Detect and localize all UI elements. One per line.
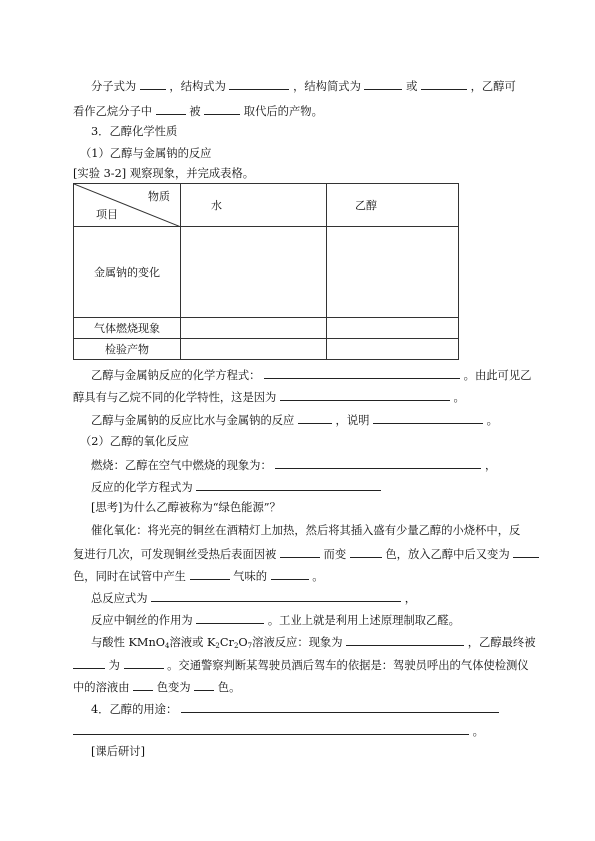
corner-top-label: 物质 [148, 190, 170, 203]
sodium-equation-blank[interactable] [264, 367, 460, 379]
text: 反应中铜丝的作用为 [91, 614, 193, 627]
text: O [238, 636, 248, 649]
text: 色，放入乙醇中后又变为 [385, 548, 510, 561]
think-question: [思考]为什么乙醇被称为“绿色能源”？ [91, 501, 281, 514]
cell-water-product[interactable] [181, 339, 327, 360]
text: 被 [189, 105, 201, 118]
row-label-sodium-change: 金属钠的变化 [74, 227, 181, 318]
uses-blank-1[interactable] [181, 701, 499, 713]
burning-line [91, 457, 496, 473]
text: 乙醇与金属钠反应的化学方程式： [91, 369, 261, 382]
burning-phenomenon-blank[interactable] [275, 457, 481, 469]
header-ethanol: 乙醇 [327, 184, 459, 227]
uses-line-2 [73, 723, 484, 739]
text: 中的溶液由 [73, 681, 130, 694]
catalytic-line-2 [73, 546, 539, 562]
cell-ethanol-sodium[interactable] [327, 227, 459, 318]
total-reaction-blank[interactable] [151, 590, 401, 602]
catalytic-line-1: 催化氧化：将光亮的铜丝在酒精灯上加热，然后将其插入盛有少量乙醇的小烧杯中，反 [91, 524, 521, 537]
reason-blank[interactable] [280, 389, 450, 401]
text: 色。 [217, 681, 241, 694]
molecular-formula-blank[interactable] [140, 78, 166, 90]
text: 或 [406, 80, 418, 93]
formula-line-2 [73, 103, 323, 119]
text: ，说明 [335, 414, 370, 427]
text: 。工业上就是利用上述原理制取乙醛。 [267, 614, 460, 627]
text: 溶液反应：现象为 [252, 636, 343, 649]
color-from-blank[interactable] [133, 679, 153, 691]
subscript: 2 [233, 642, 239, 650]
text: 气味的 [233, 570, 268, 583]
replaced-group-blank[interactable] [156, 103, 186, 115]
subscript: 4 [165, 642, 170, 650]
experiment-label: [实验 3-2] 观察现象，并完成表格。 [73, 167, 255, 180]
header-water: 水 [181, 184, 327, 227]
simplified-formula-blank-2[interactable] [421, 78, 467, 90]
text: 分子式为 [91, 80, 137, 93]
row-label-gas-burning: 气体燃烧现象 [74, 318, 181, 339]
structural-formula-blank[interactable] [229, 78, 289, 90]
text: 取代后的产物。 [243, 105, 323, 118]
text: 。 [312, 570, 324, 583]
subscript: 2 [215, 642, 220, 650]
text: 反应的化学方程式为 [91, 481, 193, 494]
cell-water-sodium[interactable] [181, 227, 327, 318]
after-class-heading: [课后研讨] [91, 745, 146, 758]
police-line-1 [73, 657, 529, 673]
subheading-sodium: （1）乙醇与金属钠的反应 [80, 147, 212, 160]
section-heading-4: 4．乙醇的用途： [91, 703, 178, 716]
formula-line-1 [91, 78, 516, 94]
text: 。 [486, 414, 498, 427]
total-reaction-line [91, 590, 416, 606]
text: 色，同时在试管中产生 [73, 570, 186, 583]
cell-ethanol-product[interactable] [327, 339, 459, 360]
text: 为 [108, 659, 120, 672]
text: 而变 [323, 548, 347, 561]
sodium-reason-line [73, 389, 465, 405]
copper-role-blank[interactable] [196, 612, 264, 624]
text: ， [484, 459, 497, 472]
text: 复进行几次，可发现铜丝受热后表面因被 [73, 548, 277, 561]
subscript: 7 [247, 642, 253, 650]
text: 。 [453, 391, 465, 404]
kmno4-phenomenon-blank[interactable] [346, 634, 464, 646]
corner-bottom-label: 项目 [96, 208, 118, 221]
text: ， [404, 592, 416, 605]
subheading-oxidation: （2）乙醇的氧化反应 [80, 435, 189, 448]
text: 。 [472, 725, 484, 738]
text: Cr [219, 636, 234, 649]
uses-line [91, 701, 499, 717]
text: 色变为 [156, 681, 191, 694]
text: 与酸性 KMnO [91, 636, 166, 649]
color-blank-2[interactable] [513, 546, 539, 558]
cell-water-gas[interactable] [181, 318, 327, 339]
oxidized-to-blank-2[interactable] [124, 657, 164, 669]
table-corner-cell [74, 184, 181, 227]
text: ，结构式为 [169, 80, 226, 93]
text: ，乙醇最终被 [467, 636, 536, 649]
police-line-2 [73, 679, 240, 695]
experiment-table [73, 183, 459, 360]
cell-ethanol-gas[interactable] [327, 318, 459, 339]
text: 。由此可见乙 [463, 369, 532, 382]
section-heading-3: 3．乙醇化学性质 [91, 125, 178, 138]
catalytic-line-3 [73, 568, 324, 584]
color-blank-1[interactable] [350, 546, 382, 558]
text: 溶液或 K [169, 636, 216, 649]
text: 看作乙烷分子中 [73, 105, 153, 118]
simplified-formula-blank-1[interactable] [364, 78, 402, 90]
oxidized-to-blank-1[interactable] [73, 657, 105, 669]
text: ，乙醇可 [470, 80, 516, 93]
uses-blank-2[interactable] [73, 723, 469, 735]
text: 醇具有与乙烷不同的化学特性，这是因为 [73, 391, 277, 404]
oxidized-blank[interactable] [280, 546, 320, 558]
text: 乙醇与金属钠的反应比水与金属钠的反应 [91, 414, 295, 427]
kmno4-line [91, 634, 536, 653]
text: ，结构简式为 [293, 80, 361, 93]
substance-blank[interactable] [271, 568, 309, 580]
copper-role-line [91, 612, 460, 628]
burning-equation-line [91, 479, 381, 495]
text: 总反应式为 [91, 592, 148, 605]
text: 燃烧：乙醇在空气中燃烧的现象为： [91, 459, 272, 472]
text: 。交通警察判断某驾驶员酒后驾车的依据是：驾驶员呼出的气体使检测仪 [167, 659, 529, 672]
sodium-compare-line [91, 412, 498, 428]
explain-blank[interactable] [373, 412, 483, 424]
smell-blank[interactable] [190, 568, 230, 580]
sodium-equation-line [91, 367, 531, 383]
color-to-blank[interactable] [194, 679, 214, 691]
replacing-group-blank[interactable] [204, 103, 240, 115]
compare-blank[interactable] [298, 412, 332, 424]
row-label-test-product: 检验产物 [74, 339, 181, 360]
burning-equation-blank[interactable] [196, 479, 381, 491]
